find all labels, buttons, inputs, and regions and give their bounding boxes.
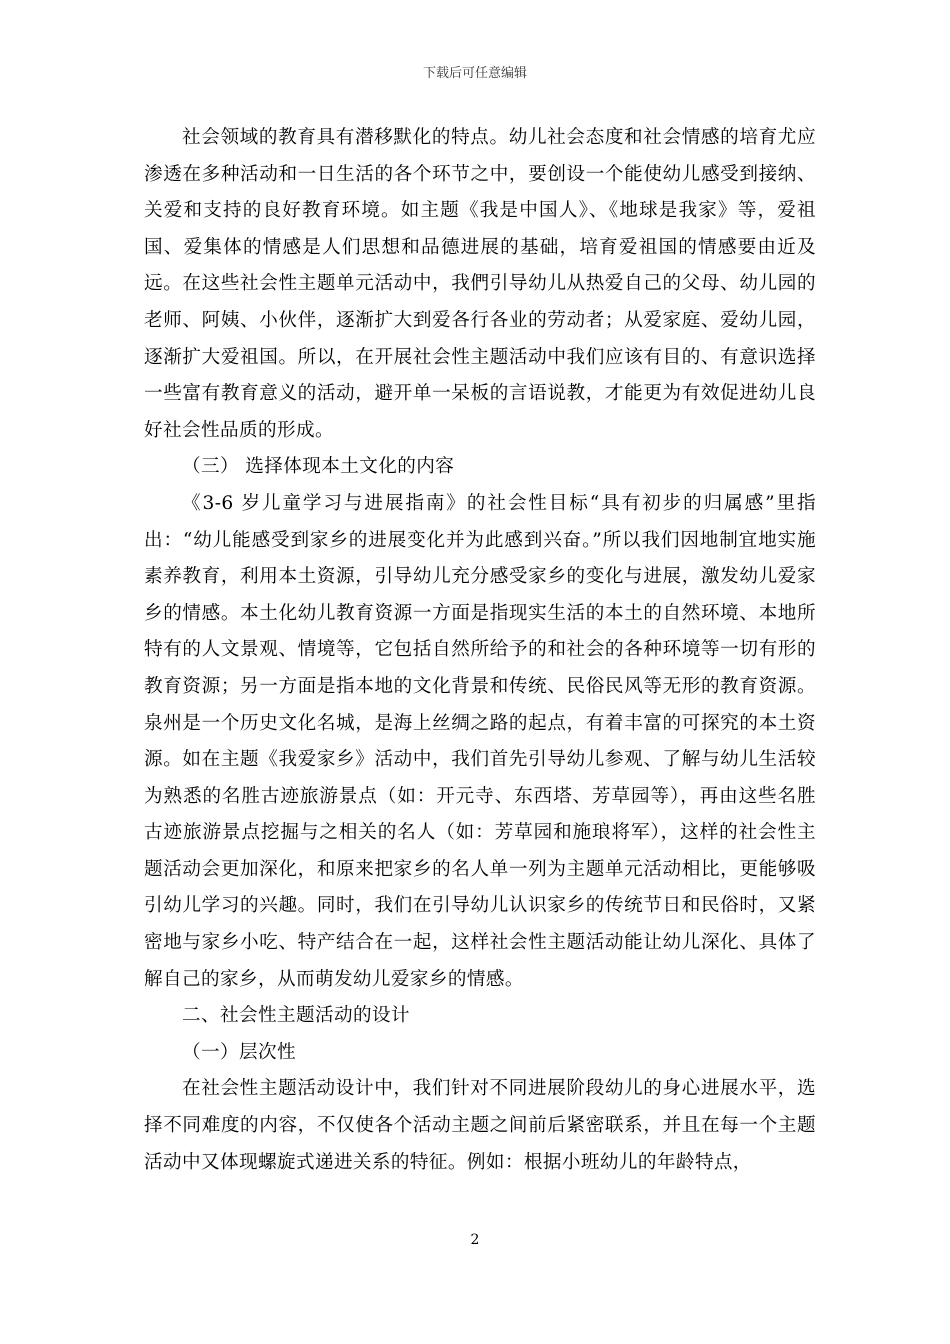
heading-local-culture: （三） 选择体现本土文化的内容 [182,456,455,478]
paragraph-local-resources: 《3-6 岁儿童学习与进展指南》的社会性目标“具有初步的归属感”里指出：“幼儿能感受到家乡的进展变化并为此感到兴奋。”所以我们因地制宜地实施素养教育，利用本土资源，引导幼儿充分感受家乡的变化与进展，激发幼儿爱家乡的情感。本土化幼儿教育资源一方面是指现实生活的本土的自然环境、本地所特有的人文景观、情境等，它包括自然所给予的和社会的各种环境等一切有形的教育资源；另一方面是指本地的文化背景和传统、民俗民风等无形的教育资源。泉州是一个历史文化名城，是海上丝绸之路的起点，有着丰富的可探究的本土资源。如在主题《我爱家乡》活动中，我们首先引导幼儿参观、了解与幼儿生活较为熟悉的名胜古迹旅游景点（如：开元寺、东西塔、芳草园等），再由这些名胜古迹旅游景点挖掘与之相关的名人（如：芳草园和施琅将军），这样的社会性主题活动会更加深化，和原来把家乡的名人单一列为主题单元活动相比，更能够吸引幼儿学习的兴趣。同时，我们在引导幼儿认识家乡的传统节日和民俗时，又紧密地与家乡小吃、特产结合在一起，这样社会性主题活动能让幼儿深化、具体了解自己的家乡，从而萌发幼儿爱家乡的情感。 [144,492,816,990]
page-header: 下载后可任意编辑 [422,66,527,81]
paragraph-design-levels: 在社会性主题活动设计中，我们针对不同进展阶段幼儿的身心进展水平，选择不同难度的内容，不仅使各个活动主题之间前后紧密联系，并且在每一个主题活动中又体现螺旋式递进关系的特征。例如：根据小班幼儿的年龄特点， [144,1078,816,1173]
document-body [144,120,816,1181]
paragraph-social-domain: 社会领域的教育具有潜移默化的特点。幼儿社会态度和社会情感的培育尤应渗透在多种活动和一日生活的各个环节之中，要创设一个能使幼儿感受到接纳、关爱和支持的良好教育环境。如主题《我是中国人》、《地球是我家》等，爱祖国、爱集体的情感是人们思想和品德进展的基础，培育爱祖国的情感要由近及远。在这些社会性主题单元活动中，我們引导幼儿从热爱自己的父母、幼儿园的老师、阿姨、小伙伴，逐渐扩大到爱各行各业的劳动者；从爱家庭、爱幼儿园，逐渐扩大爱祖国。所以，在开展社会性主题活动中我们应该有目的、有意识选择一些富有教育意义的活动，避开单一呆板的言语说教，才能更为有效促进幼儿良好社会性品质的形成。 [144,127,816,441]
page-number: 2 [470,1232,480,1248]
heading-hierarchy: （一）层次性 [182,1041,296,1063]
heading-activity-design: 二、社会性主题活动的设计 [182,1005,410,1027]
